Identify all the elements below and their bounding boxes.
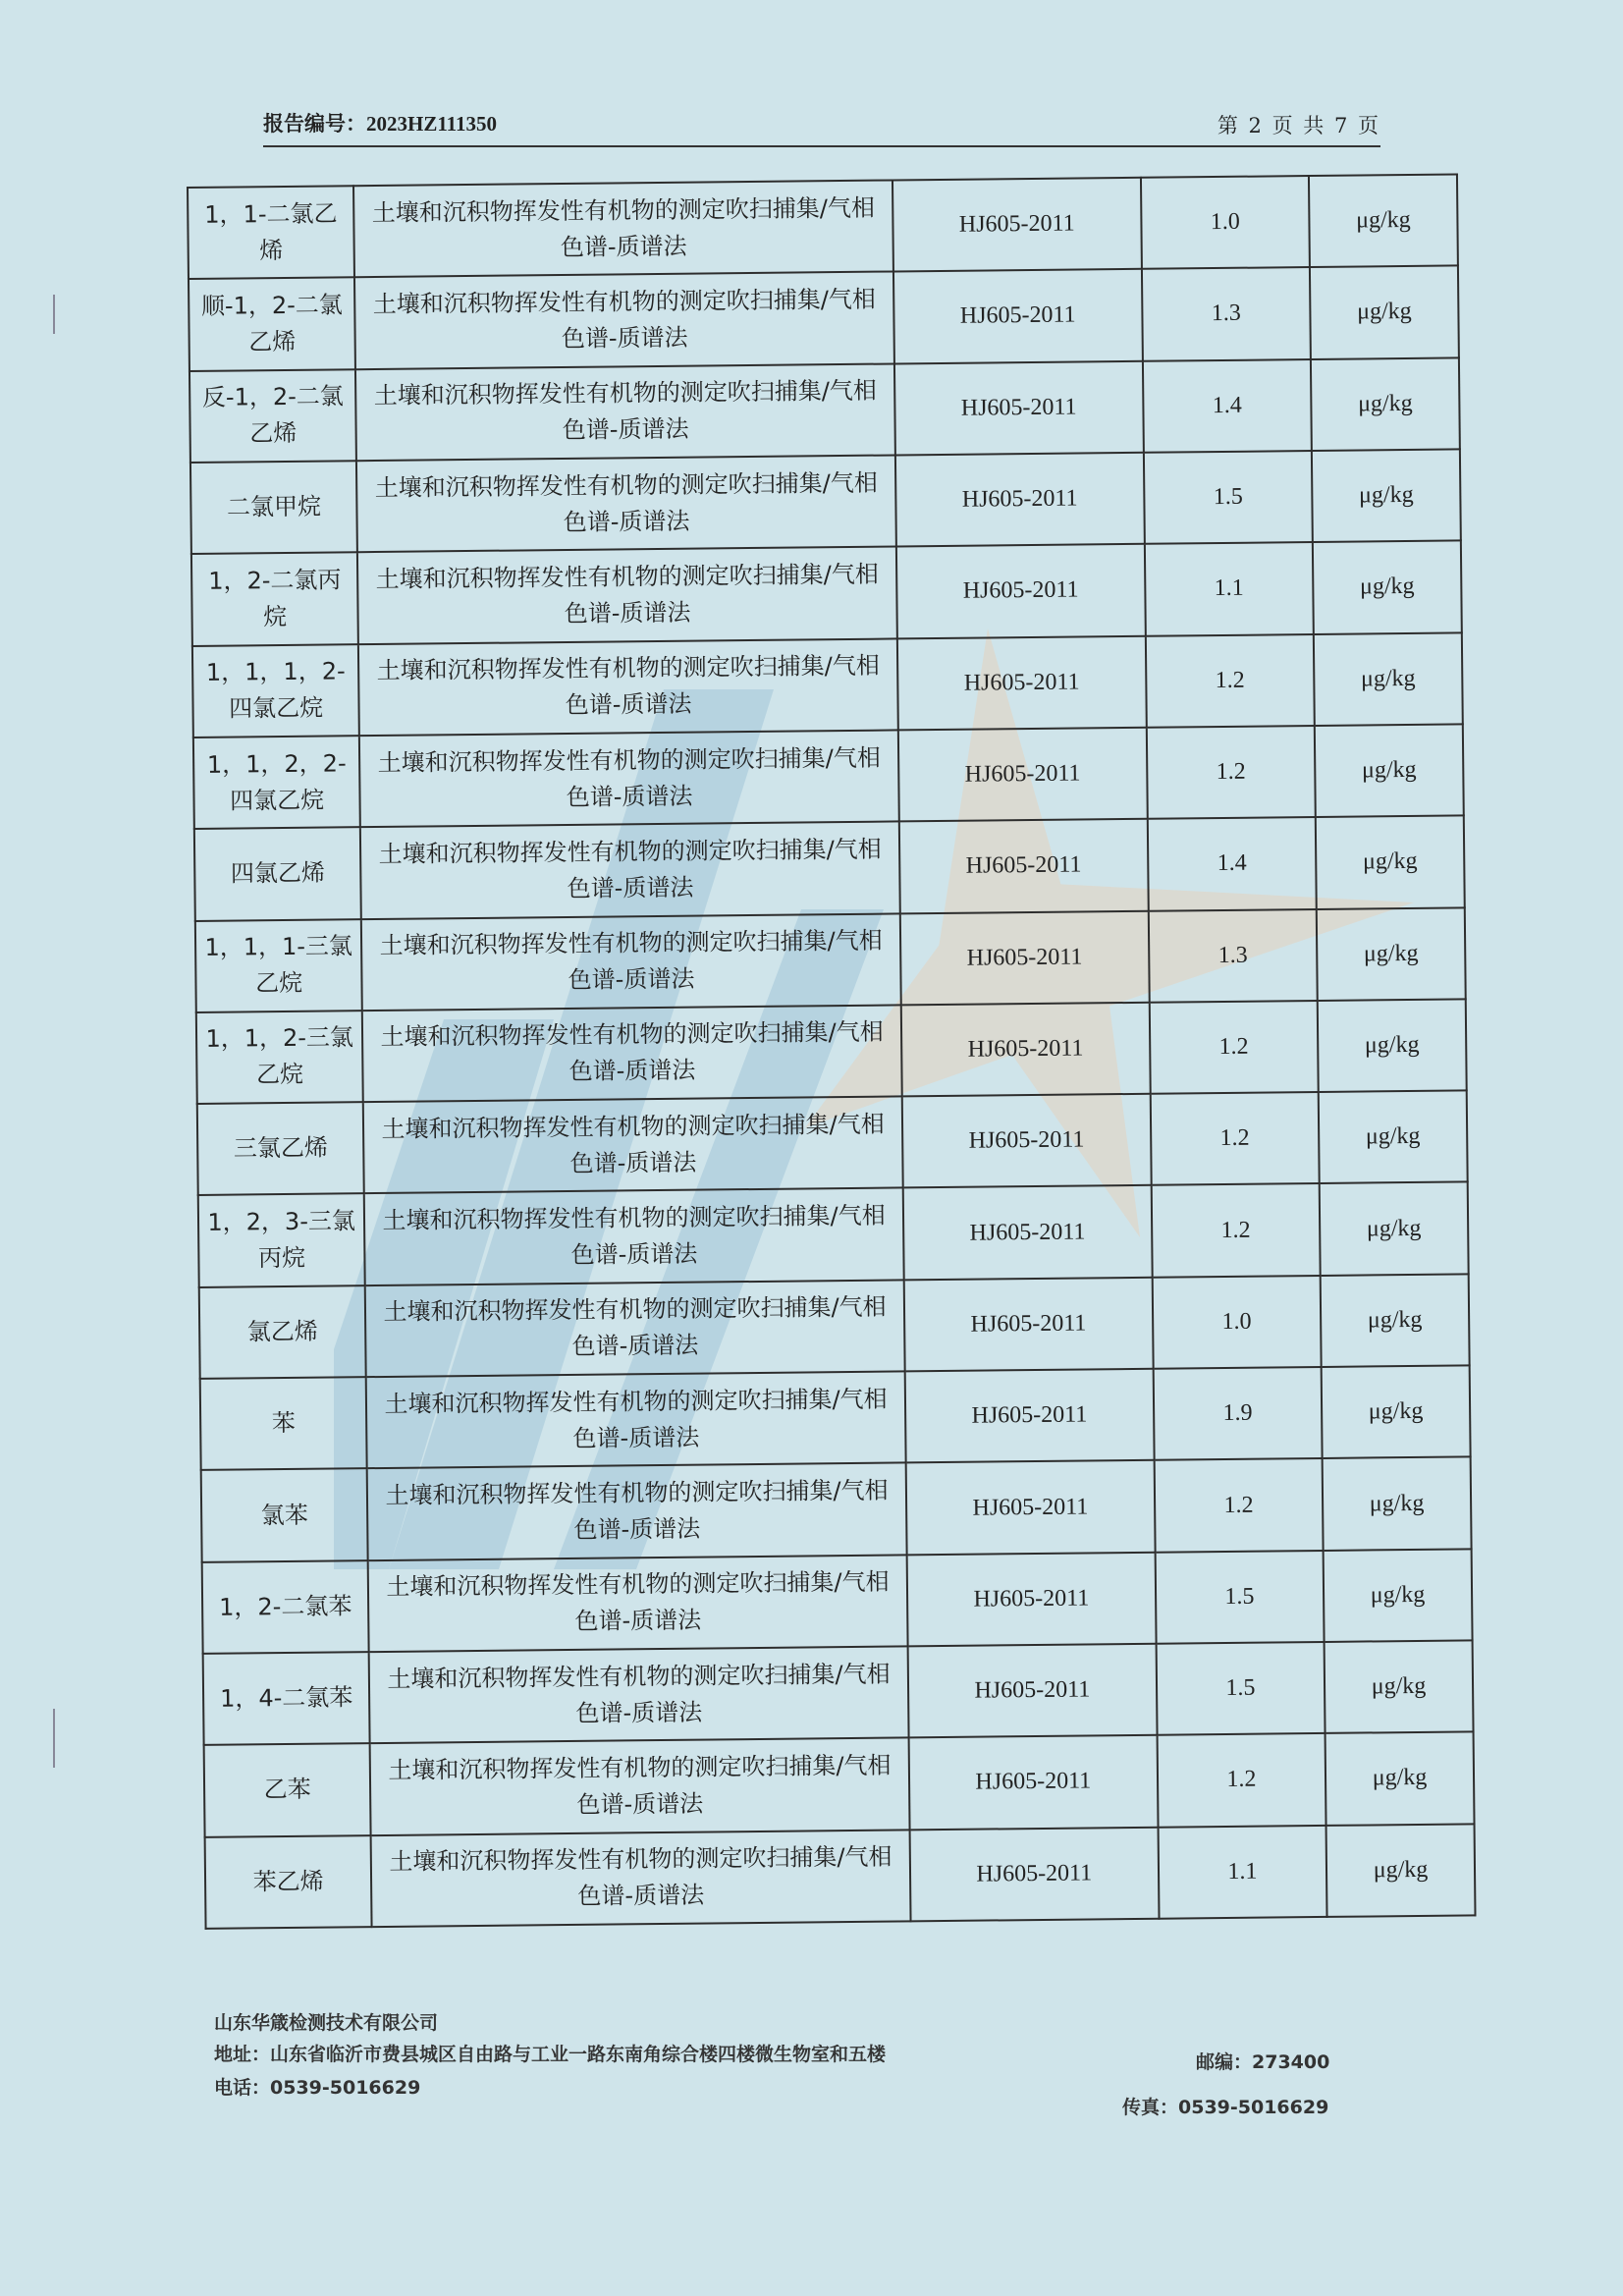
detection-limit: 1.3 bbox=[1142, 267, 1311, 360]
standard-code: HJ605-2011 bbox=[901, 1003, 1151, 1097]
table-row bbox=[190, 449, 1461, 554]
standard-code: HJ605-2011 bbox=[903, 1185, 1153, 1280]
analyte-name: 氯乙烯 bbox=[199, 1285, 366, 1379]
report-number: 报告编号：2023HZ111350 bbox=[263, 112, 498, 136]
unit-label: μg/kg bbox=[1321, 1274, 1470, 1367]
unit-label: μg/kg bbox=[1322, 1365, 1471, 1458]
method-name: 土壤和沉积物挥发性有机物的测定吹扫捕集/气相色谱-质谱法 bbox=[366, 1371, 906, 1468]
method-name: 土壤和沉积物挥发性有机物的测定吹扫捕集/气相色谱-质谱法 bbox=[363, 1097, 903, 1194]
unit-label: μg/kg bbox=[1320, 1182, 1469, 1276]
unit-label: μg/kg bbox=[1326, 1824, 1476, 1917]
table-row bbox=[199, 1274, 1470, 1379]
analyte-name: 顺-1，2-二氯乙烯 bbox=[189, 278, 355, 371]
unit-label: μg/kg bbox=[1319, 1091, 1468, 1184]
detection-limit: 1.0 bbox=[1152, 1276, 1321, 1369]
standard-code: HJ605-2011 bbox=[906, 1552, 1156, 1646]
standard-code: HJ605-2011 bbox=[909, 1827, 1159, 1921]
table-row bbox=[202, 1549, 1473, 1654]
table-row bbox=[205, 1824, 1476, 1929]
page-indicator: 第 2 页 共 7 页 bbox=[1217, 114, 1380, 137]
unit-label: μg/kg bbox=[1324, 1549, 1473, 1642]
standard-code: HJ605-2011 bbox=[905, 1369, 1155, 1463]
detection-limit: 1.2 bbox=[1150, 1092, 1319, 1185]
unit-label: μg/kg bbox=[1312, 449, 1461, 542]
standard-code: HJ605-2011 bbox=[906, 1460, 1156, 1555]
standard-code: HJ605-2011 bbox=[907, 1644, 1157, 1738]
standard-code: HJ605-2011 bbox=[897, 635, 1147, 730]
standard-code: HJ605-2011 bbox=[896, 544, 1146, 638]
method-name: 土壤和沉积物挥发性有机物的测定吹扫捕集/气相色谱-质谱法 bbox=[364, 1188, 904, 1285]
standard-code: HJ605-2011 bbox=[895, 453, 1145, 547]
report-header bbox=[263, 106, 1380, 147]
table-row bbox=[188, 174, 1458, 279]
standard-code: HJ605-2011 bbox=[893, 178, 1142, 272]
table-row bbox=[189, 266, 1459, 371]
method-name: 土壤和沉积物挥发性有机物的测定吹扫捕集/气相色谱-质谱法 bbox=[370, 1738, 910, 1835]
table-row bbox=[193, 724, 1464, 829]
binding-marks bbox=[51, 295, 57, 1768]
unit-label: μg/kg bbox=[1325, 1640, 1474, 1733]
detection-limit: 1.5 bbox=[1156, 1642, 1325, 1735]
analyte-name: 1，1，1，2-四氯乙烷 bbox=[192, 644, 359, 738]
method-name: 土壤和沉积物挥发性有机物的测定吹扫捕集/气相色谱-质谱法 bbox=[360, 822, 900, 919]
table-row bbox=[200, 1365, 1471, 1470]
analyte-name: 1，2-二氯丙烷 bbox=[191, 552, 358, 645]
method-name: 土壤和沉积物挥发性有机物的测定吹扫捕集/气相色谱-质谱法 bbox=[365, 1280, 905, 1377]
standard-code: HJ605-2011 bbox=[900, 910, 1150, 1005]
footer-phone: 电话：0539-5016629 bbox=[214, 2077, 421, 2099]
detection-limit: 1.0 bbox=[1141, 176, 1310, 269]
method-name: 土壤和沉积物挥发性有机物的测定吹扫捕集/气相色谱-质谱法 bbox=[357, 547, 897, 644]
detection-limit: 1.3 bbox=[1149, 908, 1318, 1002]
detection-limit: 1.5 bbox=[1155, 1551, 1324, 1644]
table-row bbox=[189, 357, 1460, 463]
standard-code: HJ605-2011 bbox=[902, 1094, 1152, 1188]
table-row bbox=[195, 907, 1466, 1012]
method-name: 土壤和沉积物挥发性有机物的测定吹扫捕集/气相色谱-质谱法 bbox=[362, 1005, 902, 1102]
unit-label: μg/kg bbox=[1315, 724, 1464, 817]
detection-limit: 1.2 bbox=[1147, 726, 1316, 819]
unit-label: μg/kg bbox=[1313, 541, 1462, 634]
table-row bbox=[192, 632, 1463, 738]
method-name: 土壤和沉积物挥发性有机物的测定吹扫捕集/气相色谱-质谱法 bbox=[356, 455, 896, 552]
table-row bbox=[203, 1640, 1474, 1745]
detection-limit: 1.5 bbox=[1144, 451, 1313, 544]
results-table bbox=[187, 173, 1477, 1929]
method-name: 土壤和沉积物挥发性有机物的测定吹扫捕集/气相色谱-质谱法 bbox=[367, 1463, 907, 1560]
table-row bbox=[198, 1182, 1469, 1287]
detection-limit: 1.4 bbox=[1148, 817, 1317, 910]
unit-label: μg/kg bbox=[1309, 174, 1458, 267]
analyte-name: 乙苯 bbox=[204, 1743, 371, 1836]
page-total: 7 bbox=[1333, 114, 1350, 137]
analyte-name: 1，4-二氯苯 bbox=[203, 1652, 370, 1745]
method-name: 土壤和沉积物挥发性有机物的测定吹扫捕集/气相色谱-质谱法 bbox=[368, 1555, 908, 1652]
detection-limit: 1.2 bbox=[1154, 1458, 1323, 1552]
standard-code: HJ605-2011 bbox=[898, 728, 1148, 822]
detection-limit: 1.4 bbox=[1143, 359, 1312, 453]
method-name: 土壤和沉积物挥发性有机物的测定吹扫捕集/气相色谱-质谱法 bbox=[371, 1830, 911, 1927]
footer-zip: 邮编：273400 bbox=[1196, 2051, 1330, 2073]
detection-limit: 1.2 bbox=[1149, 1001, 1318, 1094]
method-name: 土壤和沉积物挥发性有机物的测定吹扫捕集/气相色谱-质谱法 bbox=[369, 1646, 909, 1743]
table-row bbox=[194, 816, 1465, 921]
method-name: 土壤和沉积物挥发性有机物的测定吹扫捕集/气相色谱-质谱法 bbox=[361, 913, 901, 1011]
analyte-name: 1，1，2-三氯乙烷 bbox=[196, 1011, 363, 1104]
unit-label: μg/kg bbox=[1317, 907, 1466, 1001]
footer-address: 地址：山东省临沂市费县城区自由路与工业一路东南角综合楼四楼微生物室和五楼 bbox=[214, 2044, 887, 2065]
analyte-name: 1，1，1-三氯乙烷 bbox=[195, 919, 362, 1012]
detection-limit: 1.2 bbox=[1151, 1183, 1320, 1277]
table-row bbox=[196, 999, 1467, 1104]
analyte-name: 氯苯 bbox=[201, 1469, 368, 1562]
standard-code: HJ605-2011 bbox=[893, 269, 1143, 363]
unit-label: μg/kg bbox=[1311, 357, 1460, 451]
page-current: 2 bbox=[1248, 114, 1264, 137]
footer-fax: 传真：0539-5016629 bbox=[1122, 2097, 1329, 2118]
method-name: 土壤和沉积物挥发性有机物的测定吹扫捕集/气相色谱-质谱法 bbox=[353, 180, 893, 277]
standard-code: HJ605-2011 bbox=[899, 819, 1149, 913]
analyte-name: 三氯乙烯 bbox=[197, 1102, 364, 1195]
unit-label: μg/kg bbox=[1325, 1732, 1475, 1826]
method-name: 土壤和沉积物挥发性有机物的测定吹扫捕集/气相色谱-质谱法 bbox=[355, 363, 895, 461]
detection-limit: 1.1 bbox=[1145, 542, 1314, 635]
table-row bbox=[204, 1732, 1475, 1837]
standard-code: HJ605-2011 bbox=[908, 1735, 1158, 1830]
detection-limit: 1.2 bbox=[1157, 1733, 1325, 1827]
footer-company: 山东华箴检测技术有限公司 bbox=[214, 2012, 439, 2034]
detection-limit: 1.2 bbox=[1146, 634, 1315, 728]
analyte-name: 苯乙烯 bbox=[205, 1835, 372, 1929]
results-table-body bbox=[188, 174, 1475, 1928]
analyte-name: 二氯甲烷 bbox=[190, 461, 357, 554]
table-row bbox=[197, 1091, 1468, 1196]
analyte-name: 四氯乙烯 bbox=[194, 827, 361, 920]
unit-label: μg/kg bbox=[1316, 816, 1465, 909]
detection-limit: 1.9 bbox=[1153, 1367, 1322, 1460]
standard-code: HJ605-2011 bbox=[894, 360, 1144, 455]
method-name: 土壤和沉积物挥发性有机物的测定吹扫捕集/气相色谱-质谱法 bbox=[358, 638, 898, 736]
table-row bbox=[201, 1457, 1472, 1562]
method-name: 土壤和沉积物挥发性有机物的测定吹扫捕集/气相色谱-质谱法 bbox=[359, 730, 899, 827]
unit-label: μg/kg bbox=[1314, 632, 1463, 726]
unit-label: μg/kg bbox=[1310, 266, 1459, 359]
analyte-name: 1，2-二氯苯 bbox=[202, 1560, 369, 1654]
unit-label: μg/kg bbox=[1318, 999, 1467, 1092]
standard-code: HJ605-2011 bbox=[904, 1278, 1154, 1372]
detection-limit: 1.1 bbox=[1158, 1826, 1326, 1919]
analyte-name: 反-1，2-二氯乙烯 bbox=[189, 369, 356, 463]
method-name: 土壤和沉积物挥发性有机物的测定吹扫捕集/气相色谱-质谱法 bbox=[354, 272, 894, 369]
table-row bbox=[191, 541, 1462, 646]
analyte-name: 1，2，3-三氯丙烷 bbox=[198, 1194, 365, 1287]
unit-label: μg/kg bbox=[1323, 1457, 1472, 1551]
analyte-name: 1，1，2，2-四氯乙烷 bbox=[193, 736, 360, 829]
analyte-name: 苯 bbox=[200, 1377, 367, 1470]
analyte-name: 1，1-二氯乙烯 bbox=[188, 186, 354, 279]
